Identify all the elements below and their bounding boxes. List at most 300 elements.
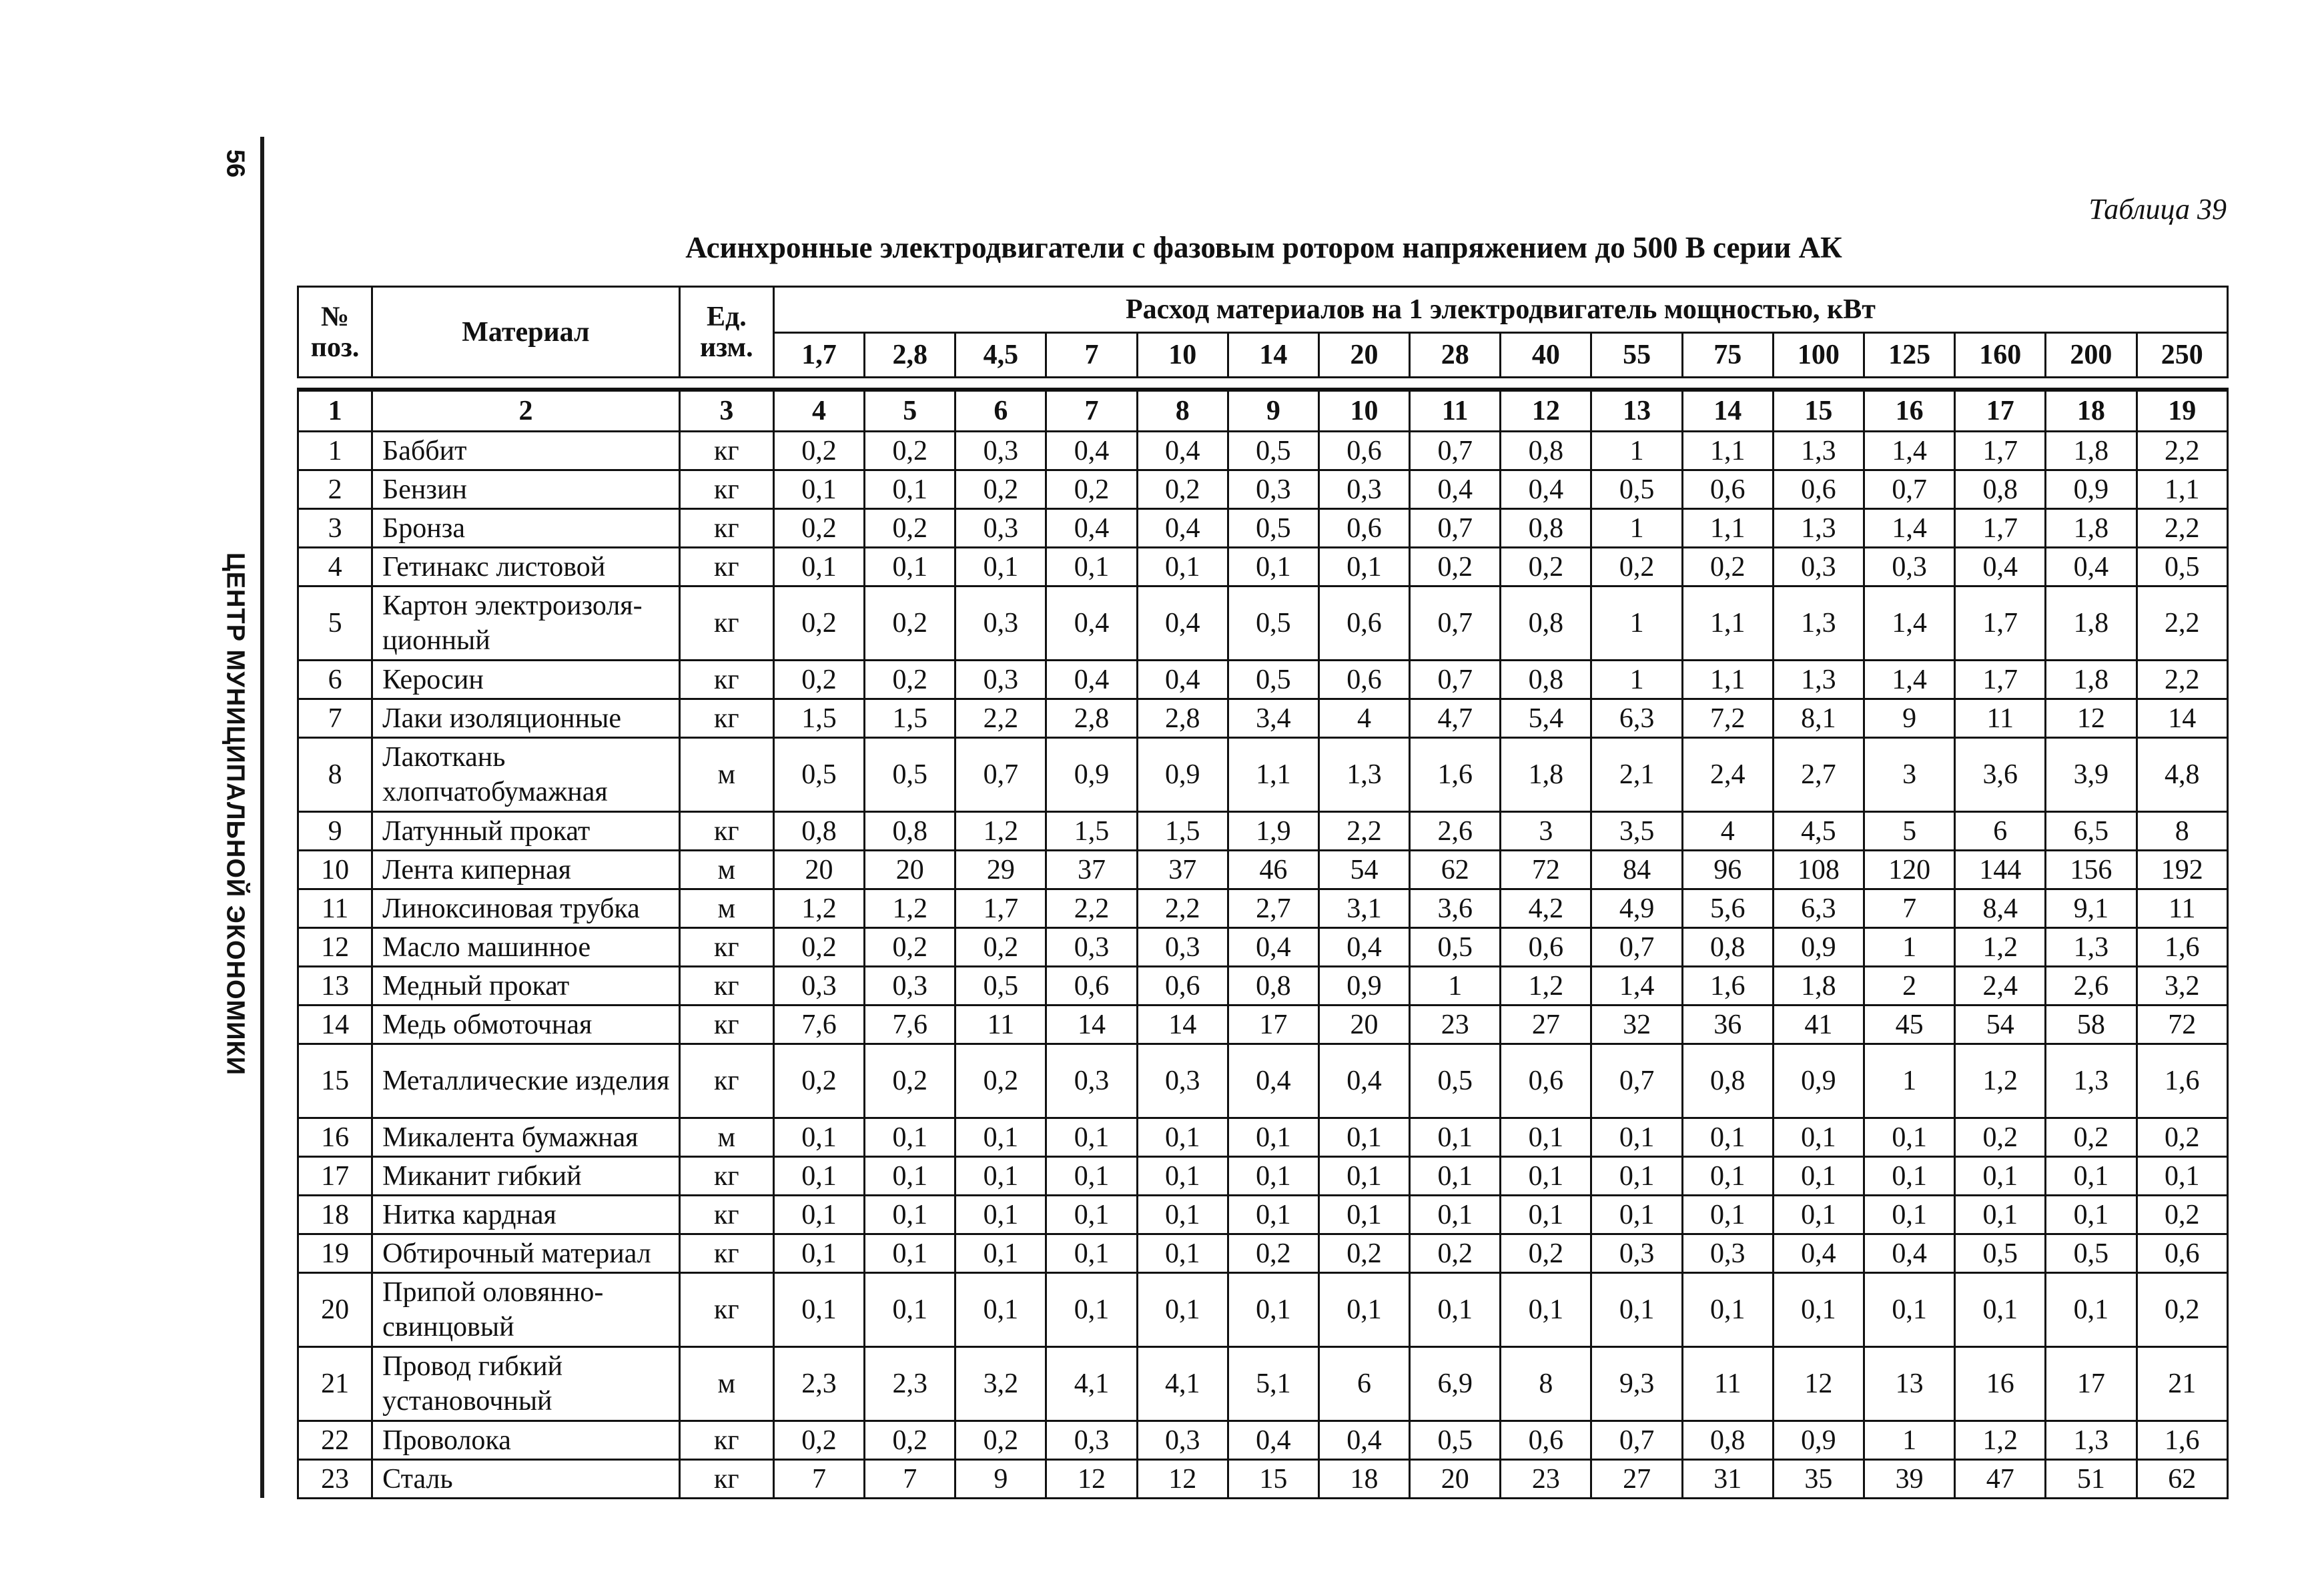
value-cell: 0,8 [1501,661,1591,699]
value-cell: 1,2 [1955,1421,2046,1460]
value-cell: 0,4 [1046,661,1137,699]
value-cell: 9,1 [2046,889,2137,928]
value-cell: 0,3 [1137,928,1228,967]
value-cell: 0,1 [773,1196,864,1234]
value-cell: 1,8 [2046,661,2137,699]
unit-cell: кг [679,1421,773,1460]
value-cell: 0,1 [1955,1273,2046,1347]
value-cell: 0,1 [955,1157,1046,1196]
material-cell: Латунный прокат [372,812,680,851]
unit-cell: м [679,738,773,812]
value-cell: 2,2 [955,699,1046,738]
value-cell: 0,4 [1228,1421,1318,1460]
value-cell: 0,8 [1228,967,1318,1006]
value-cell: 0,1 [1318,1157,1409,1196]
material-cell: Бронза [372,509,680,548]
value-cell: 1,6 [1682,967,1773,1006]
value-cell: 0,9 [2046,470,2137,509]
value-cell: 1,4 [1864,661,1955,699]
pos-cell: 12 [298,928,372,967]
value-cell: 0,6 [2137,1234,2227,1273]
material-cell: Микалента бумажная [372,1118,680,1157]
value-cell: 2,2 [1046,889,1137,928]
unit-cell: кг [679,1273,773,1347]
power-header-cell: 4,5 [955,333,1046,378]
value-cell: 0,1 [1137,1157,1228,1196]
value-cell: 11 [955,1006,1046,1044]
value-cell: 0,1 [1137,1196,1228,1234]
power-header-cell: 200 [2046,333,2137,378]
value-cell: 0,2 [1501,1234,1591,1273]
value-cell: 47 [1955,1460,2046,1499]
value-cell: 4,8 [2137,738,2227,812]
value-cell: 2,2 [1318,812,1409,851]
value-cell: 0,4 [1228,1044,1318,1118]
value-cell: 0,8 [865,812,955,851]
value-cell: 0,1 [1046,1157,1137,1196]
consumption-group-header [773,287,2227,333]
value-cell: 3,4 [1228,699,1318,738]
value-cell: 7 [1864,889,1955,928]
value-cell: 0,2 [1228,1234,1318,1273]
value-cell: 7,6 [773,1006,864,1044]
value-cell: 4,2 [1501,889,1591,928]
value-cell: 1 [1864,928,1955,967]
value-cell: 54 [1318,851,1409,889]
value-cell: 0,5 [1228,661,1318,699]
value-cell: 0,1 [1228,1273,1318,1347]
column-number-cell: 1 [298,390,372,432]
value-cell: 0,2 [865,432,955,470]
table-row [298,967,2228,1006]
unit-cell: м [679,1347,773,1421]
value-cell: 0,6 [1501,928,1591,967]
value-cell: 0,5 [1410,1044,1501,1118]
value-cell: 0,1 [955,1196,1046,1234]
material-cell: Медь обмоточная [372,1006,680,1044]
value-cell: 3,5 [1591,812,1682,851]
value-cell: 1,7 [1955,509,2046,548]
value-cell: 2,3 [865,1347,955,1421]
value-cell: 0,1 [865,1118,955,1157]
unit-cell: кг [679,470,773,509]
value-cell: 0,1 [1410,1273,1501,1347]
value-cell: 1 [1410,967,1501,1006]
value-cell: 5,4 [1501,699,1591,738]
power-header-cell: 20 [1318,333,1409,378]
pos-header-label: № поз. [310,301,360,363]
power-header-cell: 100 [1773,333,1864,378]
value-cell: 0,2 [773,509,864,548]
value-cell: 0,2 [773,432,864,470]
material-cell: Баббит [372,432,680,470]
material-cell: Лаки изоляционные [372,699,680,738]
value-cell: 0,4 [1773,1234,1864,1273]
value-cell: 0,5 [1410,928,1501,967]
pos-cell: 18 [298,1196,372,1234]
pos-cell: 5 [298,586,372,661]
value-cell: 0,3 [955,509,1046,548]
margin-rule [260,137,264,1498]
table-row [298,1421,2228,1460]
table-row [298,586,2228,661]
value-cell: 3,9 [2046,738,2137,812]
value-cell: 0,1 [1318,548,1409,586]
value-cell: 0,2 [2137,1196,2227,1234]
value-cell: 0,1 [1318,1196,1409,1234]
material-cell: Медный прокат [372,967,680,1006]
value-cell: 2,2 [2137,432,2227,470]
material-cell: Металлические изделия [372,1044,680,1118]
value-cell: 1 [1591,661,1682,699]
value-cell: 5,1 [1228,1347,1318,1421]
value-cell: 5 [1864,812,1955,851]
material-cell: Керосин [372,661,680,699]
value-cell: 1,3 [1773,432,1864,470]
value-cell: 0,7 [1410,586,1501,661]
value-cell: 1,4 [1864,586,1955,661]
value-cell: 1,5 [1137,812,1228,851]
value-cell: 0,1 [1501,1118,1591,1157]
value-cell: 0,1 [1682,1273,1773,1347]
table-row [298,851,2228,889]
value-cell: 1,7 [1955,586,2046,661]
value-cell: 3 [1501,812,1591,851]
value-cell: 0,3 [955,432,1046,470]
column-number-cell: 7 [1046,390,1137,432]
pos-cell: 15 [298,1044,372,1118]
power-header-cell: 250 [2137,333,2227,378]
value-cell: 15 [1228,1460,1318,1499]
value-cell: 0,6 [1137,967,1228,1006]
page-number: 56 [221,149,250,178]
value-cell: 23 [1410,1006,1501,1044]
value-cell: 0,4 [2046,548,2137,586]
value-cell: 0,7 [1591,928,1682,967]
value-cell: 1,7 [1955,432,2046,470]
value-cell: 8 [1501,1347,1591,1421]
value-cell: 29 [955,851,1046,889]
unit-cell: кг [679,1157,773,1196]
column-number-cell: 5 [865,390,955,432]
value-cell: 0,9 [1046,738,1137,812]
value-cell: 0,1 [2046,1196,2137,1234]
value-cell: 0,2 [865,661,955,699]
table-row [298,699,2228,738]
value-cell: 0,6 [1046,967,1137,1006]
value-cell: 0,3 [1137,1421,1228,1460]
value-cell: 0,1 [865,1273,955,1347]
value-cell: 20 [1318,1006,1409,1044]
power-header-cell: 55 [1591,333,1682,378]
value-cell: 0,1 [1046,1196,1137,1234]
value-cell: 1,6 [2137,1421,2227,1460]
value-cell: 1,8 [2046,586,2137,661]
header-gap [298,378,2228,390]
value-cell: 8,4 [1955,889,2046,928]
value-cell: 0,4 [1318,928,1409,967]
table-row [298,1157,2228,1196]
value-cell: 1,9 [1228,812,1318,851]
power-header-cell: 10 [1137,333,1228,378]
value-cell: 0,1 [1046,548,1137,586]
value-cell: 20 [1410,1460,1501,1499]
value-cell: 4,1 [1046,1347,1137,1421]
value-cell: 13 [1864,1347,1955,1421]
value-cell: 0,1 [1955,1157,2046,1196]
column-number-cell: 6 [955,390,1046,432]
column-number-cell: 19 [2137,390,2227,432]
value-cell: 1,2 [865,889,955,928]
value-cell: 0,6 [1501,1421,1591,1460]
value-cell: 31 [1682,1460,1773,1499]
value-cell: 0,1 [1864,1157,1955,1196]
value-cell: 0,3 [1228,470,1318,509]
value-cell: 0,7 [955,738,1046,812]
value-cell: 0,4 [1228,928,1318,967]
value-cell: 2,8 [1046,699,1137,738]
value-cell: 0,5 [1228,586,1318,661]
value-cell: 0,4 [1137,586,1228,661]
column-number-cell: 18 [2046,390,2137,432]
power-header-cell: 40 [1501,333,1591,378]
value-cell: 0,5 [865,738,955,812]
value-cell: 1,1 [1682,509,1773,548]
value-cell: 0,4 [1864,1234,1955,1273]
table-row [298,432,2228,470]
value-cell: 156 [2046,851,2137,889]
value-cell: 1 [1591,586,1682,661]
value-cell: 11 [1682,1347,1773,1421]
value-cell: 12 [1137,1460,1228,1499]
value-cell: 0,1 [773,548,864,586]
value-cell: 14 [1046,1006,1137,1044]
header-row-1 [298,287,2228,333]
material-cell: Лента киперная [372,851,680,889]
value-cell: 0,1 [1864,1273,1955,1347]
value-cell: 2,7 [1773,738,1864,812]
value-cell: 37 [1137,851,1228,889]
value-cell: 0,1 [1773,1157,1864,1196]
pos-header [298,287,372,378]
value-cell: 0,1 [1046,1273,1137,1347]
unit-cell: кг [679,1234,773,1273]
value-cell: 6,3 [1773,889,1864,928]
value-cell: 1,5 [773,699,864,738]
value-cell: 0,6 [1318,509,1409,548]
value-cell: 1 [1591,432,1682,470]
value-cell: 1,4 [1864,509,1955,548]
value-cell: 0,1 [1591,1196,1682,1234]
value-cell: 0,2 [1955,1118,2046,1157]
value-cell: 0,4 [1137,432,1228,470]
value-cell: 0,1 [865,470,955,509]
consumption-group-label: Расход материалов на 1 электродвигатель мощностью, кВт [1126,294,1876,325]
material-cell: Линоксиновая трубка [372,889,680,928]
value-cell: 58 [2046,1006,2137,1044]
table-row [298,1273,2228,1347]
value-cell: 7 [865,1460,955,1499]
value-cell: 0,1 [955,1118,1046,1157]
table-row [298,738,2228,812]
value-cell: 0,1 [1501,1157,1591,1196]
value-cell: 0,1 [773,1157,864,1196]
value-cell: 4,9 [1591,889,1682,928]
value-cell: 0,1 [955,1273,1046,1347]
value-cell: 2,4 [1955,967,2046,1006]
value-cell: 0,8 [1682,1421,1773,1460]
material-cell: Обтирочный материал [372,1234,680,1273]
table-row [298,1044,2228,1118]
table-row [298,928,2228,967]
column-number-cell: 16 [1864,390,1955,432]
value-cell: 1 [1591,509,1682,548]
value-cell: 192 [2137,851,2227,889]
value-cell: 1,7 [955,889,1046,928]
value-cell: 0,4 [1137,509,1228,548]
value-cell: 7,6 [865,1006,955,1044]
value-cell: 1,1 [1682,586,1773,661]
material-cell: Лакоткань хлопчатобумажная [372,738,680,812]
value-cell: 1,3 [2046,928,2137,967]
value-cell: 0,2 [865,928,955,967]
value-cell: 0,1 [865,548,955,586]
value-cell: 84 [1591,851,1682,889]
value-cell: 1,5 [1046,812,1137,851]
value-cell: 0,1 [2137,1157,2227,1196]
pos-cell: 9 [298,812,372,851]
material-cell: Провод гибкий установочный [372,1347,680,1421]
value-cell: 108 [1773,851,1864,889]
table-label: Таблица 39 [2088,193,2227,226]
materials-table [297,286,2229,1499]
value-cell: 27 [1501,1006,1591,1044]
value-cell: 0,1 [1137,1273,1228,1347]
unit-cell: кг [679,967,773,1006]
material-cell: Нитка кардная [372,1196,680,1234]
table-row [298,1347,2228,1421]
unit-cell: м [679,851,773,889]
column-number-cell: 10 [1318,390,1409,432]
material-cell: Миканит гибкий [372,1157,680,1196]
value-cell: 62 [1410,851,1501,889]
value-cell: 16 [1955,1347,2046,1421]
value-cell: 2,6 [2046,967,2137,1006]
value-cell: 0,4 [1046,509,1137,548]
value-cell: 36 [1682,1006,1773,1044]
value-cell: 9,3 [1591,1347,1682,1421]
value-cell: 0,1 [1682,1157,1773,1196]
value-cell: 0,2 [1591,548,1682,586]
value-cell: 0,9 [1318,967,1409,1006]
value-cell: 0,1 [1046,1118,1137,1157]
value-cell: 1,2 [1955,928,2046,967]
value-cell: 0,2 [1682,548,1773,586]
value-cell: 0,1 [1228,1157,1318,1196]
value-cell: 1,8 [2046,432,2137,470]
value-cell: 0,1 [955,1234,1046,1273]
value-cell: 1,3 [1773,509,1864,548]
value-cell: 0,5 [2137,548,2227,586]
value-cell: 0,1 [773,1118,864,1157]
value-cell: 2,8 [1137,699,1228,738]
value-cell: 0,2 [955,928,1046,967]
value-cell: 0,1 [1955,1196,2046,1234]
value-cell: 1,2 [955,812,1046,851]
power-header-cell: 1,7 [773,333,864,378]
column-number-cell: 3 [679,390,773,432]
value-cell: 0,1 [1228,1118,1318,1157]
value-cell: 20 [773,851,864,889]
value-cell: 1,6 [2137,1044,2227,1118]
value-cell: 0,1 [2046,1273,2137,1347]
power-header-cell: 14 [1228,333,1318,378]
column-number-cell: 11 [1410,390,1501,432]
pos-cell: 21 [298,1347,372,1421]
value-cell: 0,2 [1137,470,1228,509]
value-cell: 4 [1682,812,1773,851]
value-cell: 11 [2137,889,2227,928]
value-cell: 1,4 [1591,967,1682,1006]
table-row [298,889,2228,928]
value-cell: 0,1 [1228,548,1318,586]
value-cell: 7,2 [1682,699,1773,738]
power-header-cell: 7 [1046,333,1137,378]
unit-cell: кг [679,586,773,661]
value-cell: 0,4 [1318,1044,1409,1118]
value-cell: 18 [1318,1460,1409,1499]
value-cell: 17 [2046,1347,2137,1421]
value-cell: 0,5 [1228,432,1318,470]
table-row [298,661,2228,699]
value-cell: 0,1 [1591,1157,1682,1196]
material-cell: Проволока [372,1421,680,1460]
unit-cell: кг [679,1006,773,1044]
column-number-cell: 8 [1137,390,1228,432]
value-cell: 0,7 [1591,1421,1682,1460]
value-cell: 23 [1501,1460,1591,1499]
value-cell: 0,3 [1591,1234,1682,1273]
value-cell: 0,6 [1682,470,1773,509]
value-cell: 0,2 [773,928,864,967]
pos-cell: 20 [298,1273,372,1347]
value-cell: 4 [1318,699,1409,738]
value-cell: 0,1 [1501,1273,1591,1347]
unit-cell: м [679,1118,773,1157]
value-cell: 1,8 [1501,738,1591,812]
value-cell: 144 [1955,851,2046,889]
value-cell: 27 [1591,1460,1682,1499]
value-cell: 51 [2046,1460,2137,1499]
value-cell: 2,2 [2137,509,2227,548]
value-cell: 0,1 [1228,1196,1318,1234]
value-cell: 0,4 [1410,470,1501,509]
value-cell: 0,4 [1501,470,1591,509]
value-cell: 54 [1955,1006,2046,1044]
value-cell: 0,3 [1137,1044,1228,1118]
value-cell: 1 [1864,1421,1955,1460]
value-cell: 0,5 [1410,1421,1501,1460]
power-header-cell: 125 [1864,333,1955,378]
value-cell: 0,1 [1318,1273,1409,1347]
value-cell: 0,2 [2137,1273,2227,1347]
value-cell: 1,6 [1410,738,1501,812]
value-cell: 0,9 [1137,738,1228,812]
value-cell: 3,6 [1955,738,2046,812]
material-header-label: Материал [462,316,590,348]
value-cell: 0,5 [1228,509,1318,548]
value-cell: 0,7 [1410,661,1501,699]
